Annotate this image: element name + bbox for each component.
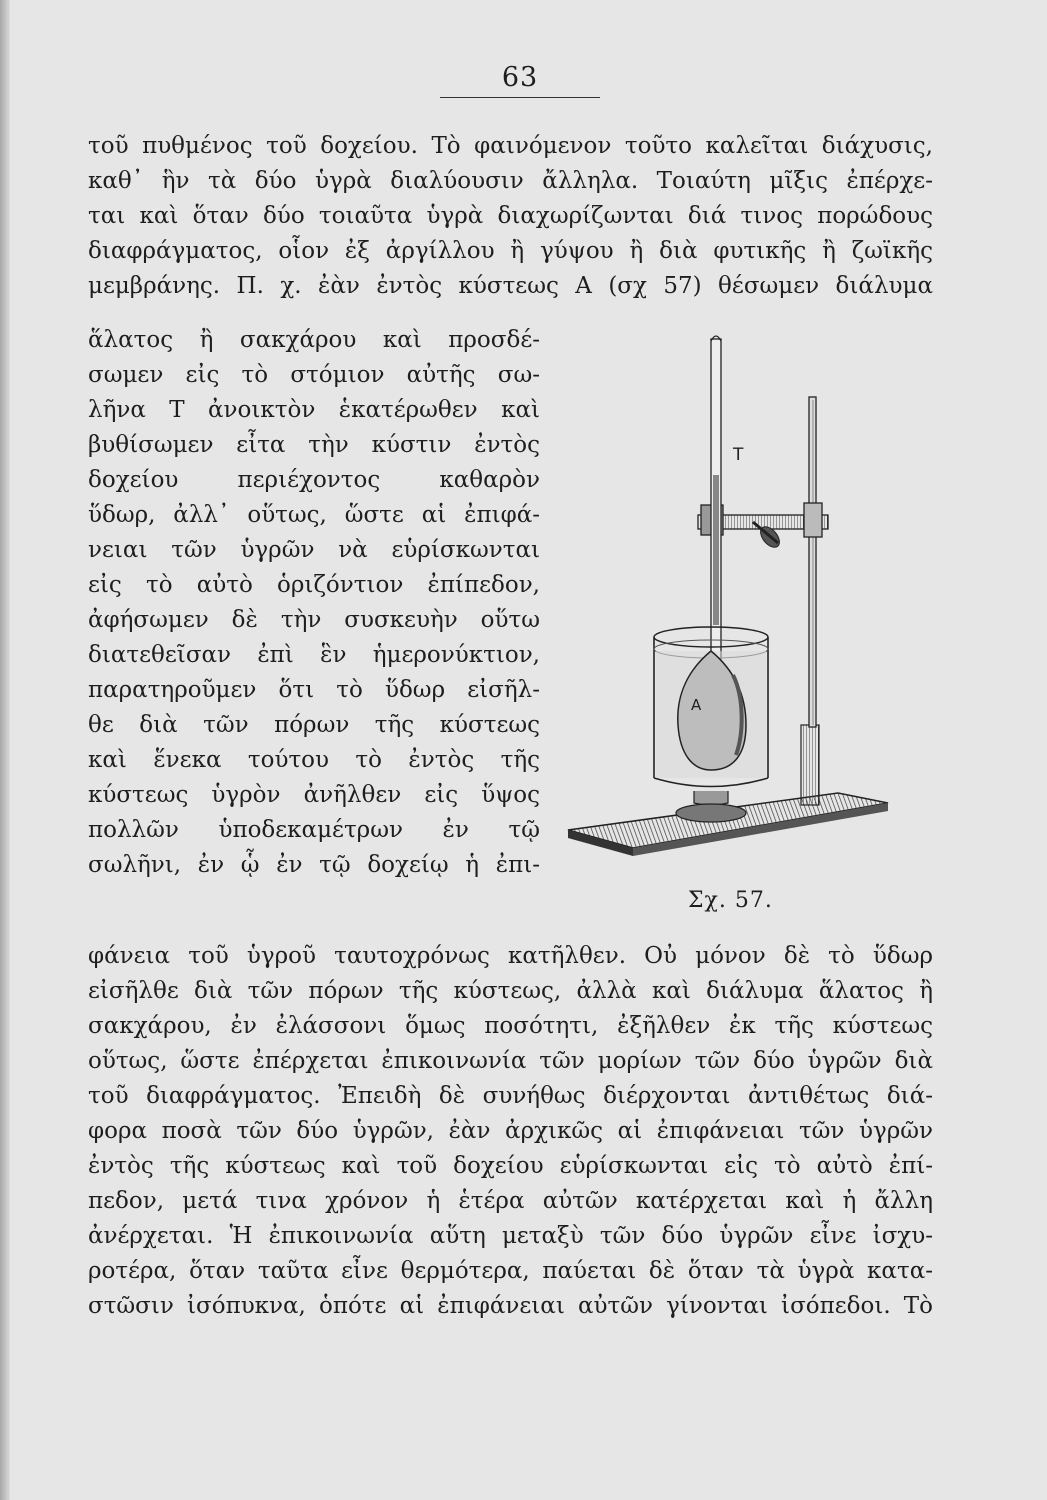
bladder-label: A bbox=[691, 696, 702, 714]
text-line: εἰσῆλθε διὰ τῶν πόρων τῆς κύστεως, ἀλλὰ καὶ διάλυμα ἅλατος ἢ bbox=[88, 978, 933, 1004]
text-line: νειαι τῶν ὑγρῶν νὰ εὑρίσκωνται bbox=[88, 537, 540, 563]
stand-rod bbox=[801, 397, 819, 805]
text-line: ροτέρα, ὅταν ταῦτα εἶνε θερμότερα, παύεται δὲ ὅταν τὰ ὑγρὰ κατα- bbox=[88, 1258, 933, 1284]
page-edge-shadow bbox=[0, 0, 10, 1500]
page-number: 63 bbox=[501, 62, 539, 93]
text-line: ται καὶ ὅταν δύο τοιαῦτα ὑγρὰ διαχωρίζωνται διά τινος πορώδους bbox=[88, 203, 933, 229]
text-line: λῆνα Τ ἀνοικτὸν ἑκατέρωθεν καὶ bbox=[88, 397, 540, 423]
text-line: δοχείου περιέχοντος καθαρὸν bbox=[88, 467, 540, 493]
text-line: ἀνέρχεται. Ἡ ἐπικοινωνία αὕτη μεταξὺ τῶν δύο ὑγρῶν εἶνε ἰσχυ- bbox=[88, 1223, 933, 1249]
text-line: φάνεια τοῦ ὑγροῦ ταυτοχρόνως κατῆλθεν. Οὐ μόνον δὲ τὸ ὕδωρ bbox=[88, 943, 933, 969]
text-line: πεδον, μετά τινα χρόνον ἡ ἑτέρα αὐτῶν κατέρχεται καὶ ἡ ἄλλη bbox=[88, 1188, 933, 1214]
text-line: τοῦ διαφράγματος. Ἐπειδὴ δὲ συνήθως διέρχονται ἀντιθέτως διά- bbox=[88, 1083, 933, 1109]
glass-tube bbox=[711, 336, 721, 659]
text-line: ὕδωρ, ἀλλ᾽ οὕτως, ὥστε αἱ ἐπιφά- bbox=[88, 502, 540, 528]
text-line: διατεθεῖσαν ἐπὶ ἓν ἡμερονύκτιον, bbox=[88, 642, 540, 668]
text-line: στῶσιν ἰσόπυκνα, ὁπότε αἱ ἐπιφάνειαι αὐτῶν γίνονται ἰσόπεδοι. Τὸ bbox=[88, 1293, 933, 1319]
text-line: ἅλατος ἢ σακχάρου καὶ προσδέ- bbox=[88, 327, 540, 353]
text-line: κύστεως ὑγρὸν ἀνῆλθεν εἰς ὕψος bbox=[88, 782, 540, 808]
text-line: καὶ ἕνεκα τούτου τὸ ἐντὸς τῆς bbox=[88, 747, 540, 773]
figure-caption: Σχ. 57. bbox=[688, 888, 773, 913]
text-line: παρατηροῦμεν ὅτι τὸ ὕδωρ εἰσῆλ- bbox=[88, 677, 540, 703]
header-rule bbox=[440, 97, 600, 98]
text-line: σακχάρου, ἐν ἐλάσσονι ὅμως ποσότητι, ἐξῆλθεν ἐκ τῆς κύστεως bbox=[88, 1013, 933, 1039]
text-line: θε διὰ τῶν πόρων τῆς κύστεως bbox=[88, 712, 540, 738]
text-line: εἰς τὸ αὐτὸ ὁριζόντιον ἐπίπεδον, bbox=[88, 572, 540, 598]
text-line: βυθίσωμεν εἶτα τὴν κύστιν ἐντὸς bbox=[88, 432, 540, 458]
text-line: ἀφήσωμεν δὲ τὴν συσκευὴν οὕτω bbox=[88, 607, 540, 633]
text-line: φορα ποσὰ τῶν δύο ὑγρῶν, ἐὰν ἀρχικῶς αἱ ἐπιφάνειαι τῶν ὑγρῶν bbox=[88, 1118, 933, 1144]
text-line: σωλῆνι, ἐν ᾧ ἐν τῷ δοχείῳ ἡ ἐπι- bbox=[88, 852, 540, 878]
text-line: καθ᾽ ἣν τὰ δύο ὑγρὰ διαλύουσιν ἄλληλα. Τοιαύτη μῖξις ἐπέρχε- bbox=[88, 168, 933, 194]
text-line: οὕτως, ὥστε ἐπέρχεται ἐπικοινωνία τῶν μορίων τῶν δύο ὑγρῶν διὰ bbox=[88, 1048, 933, 1074]
text-line: πολλῶν ὑποδεκαμέτρων ἐν τῷ bbox=[88, 817, 540, 843]
osmosis-apparatus-figure bbox=[548, 325, 948, 925]
text-line: σωμεν εἰς τὸ στόμιον αὐτῆς σω- bbox=[88, 362, 540, 388]
text-line: διαφράγματος, οἷον ἐξ ἀργίλλου ἢ γύψου ἢ διὰ φυτικῆς ἢ ζωϊκῆς bbox=[88, 238, 933, 264]
tube-label: T bbox=[733, 445, 744, 465]
text-line: μεμβράνης. Π. χ. ἐὰν ἐντὸς κύστεως Α (σχ 57) θέσωμεν διάλυμα bbox=[88, 273, 933, 299]
text-line: ἐντὸς τῆς κύστεως καὶ τοῦ δοχείου εὑρίσκωνται εἰς τὸ αὐτὸ ἐπί- bbox=[88, 1153, 933, 1179]
text-line: τοῦ πυθμένος τοῦ δοχείου. Τὸ φαινόμενον τοῦτο καλεῖται διάχυσις, bbox=[88, 133, 933, 159]
